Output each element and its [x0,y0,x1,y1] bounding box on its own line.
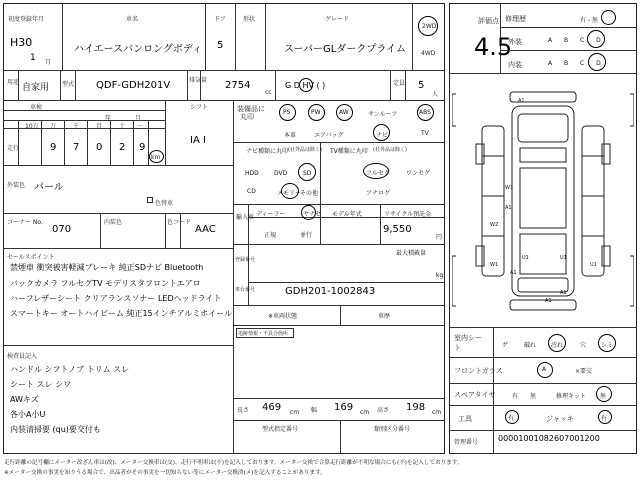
dmg-code-10: A1 [560,290,567,296]
shift-value: IA I [190,135,206,146]
tools-label: 工具 [458,415,472,423]
grade-label: グレード [325,16,350,23]
sales-points-label: セールスポイント [7,254,55,261]
doors-value: 5 [217,40,224,51]
repair-options: 有 - 無 [580,17,598,24]
vin-value: GDH201-1002843 [285,286,376,297]
vehicle-state-label: ※車両状態 [268,313,298,320]
equipment-title2: 丸印 [240,113,254,121]
import-label: 輸入車 [236,214,255,221]
car-name-label: 車名 [126,16,139,23]
history-sub-label: 追跡情報・不具合箇所 [238,331,289,337]
capacity-label: 定員 [393,80,406,87]
doors-label: ドア [214,16,226,23]
sales-point-3: ハーフレザーシート クリアランスソナー LEDヘッドライト [10,294,222,303]
mileage-header-4: 十 [119,123,126,130]
exterior-color-label: 外装色 [7,182,26,189]
spare-opt-1: 有 [512,393,519,400]
exterior-grade-label: 外装 [508,38,522,46]
recycle-label: リサイクル預託金 [384,211,432,218]
mileage-label: 走行 [7,145,20,152]
score-value: 4.5 [474,33,513,61]
tools-option: 有 [508,415,515,422]
equip-navi: ナビ [376,132,389,139]
dmg-code-2: W1 [505,185,514,191]
inspection-label: 車検 [30,104,43,111]
spare-opt-3: 修理キット [556,393,586,400]
displacement-label: 排気量 [189,77,208,84]
height-unit: cm [432,409,442,416]
length-label: 長さ [237,407,250,414]
tv-fullseg: フルセグ [366,170,390,177]
tv-type-title: TV種類に丸印 [330,148,368,155]
glass-opt-replace: ×要交 [575,368,593,375]
shift-label: シフト [190,104,209,111]
load-unit: kg [436,272,444,279]
yen-unit: 円 [436,234,443,241]
dmg-code-9: A1 [510,270,517,276]
repair-label: 修理歴 [505,15,526,23]
color-code-value: AAC [195,224,216,235]
displacement-value: 2754 [225,80,251,91]
exterior-grade-options: A B C D [548,37,601,44]
genuine-label: 正規 [264,232,277,239]
vin-label: 車台番号 [235,287,256,293]
exterior-grade-circle [587,30,605,48]
navi-other: その他 [300,190,319,197]
sales-point-1: 禁煙車 衝突被害軽減ブレーキ 純正SDナビ Bluetooth [10,263,204,272]
grade-value: スーパーGLダークプライム [284,44,407,55]
cert-label: 登録番号 [235,257,256,263]
usage-value: 自家用 [22,83,50,93]
score-label: 評価点 [478,17,499,25]
model-year-label: モデル年式 [332,211,362,218]
seat-opt-4: 穴 [580,342,587,349]
equip-sunroof: サンルーフ [368,111,398,118]
color-change-checkbox [147,197,153,203]
mileage-digit-5: 9 [139,142,146,153]
equipment-title: 装備品に [237,105,265,113]
dealer-label: ディーラー [256,211,286,218]
reg-month-unit: 月 [45,59,52,66]
jack-option: 有 [601,415,608,422]
equip-abs: ABS [419,109,431,116]
navi-cd: CD [247,188,256,195]
2wd-label: 2WD [422,23,437,30]
seat-label: 室内シート [454,334,482,352]
inspector-note-4: 各小A小U [10,410,46,419]
width-value: 169 [334,402,354,413]
dmg-code-6: U1 [590,262,597,268]
color-code-label: 色コード [167,219,192,226]
interior-grade-label: 内装 [508,61,522,69]
insp-year-unit: 年 [105,115,112,122]
shape-label: 形状 [243,16,256,23]
sales-point-4: スマートキー オートハイビーム 純正15インチアルミホイール [10,309,233,318]
inspector-label: 検査員記入 [7,353,38,360]
class-number-label: 類別区分番号 [374,426,411,433]
mileage-digit-3: 0 [96,142,103,153]
interior-grade-circle [588,53,606,71]
dmg-code-11: A1 [545,298,552,304]
footer-line-1: 走行距離の記号欄にメーター改ざん車は(改)、メーター交換車は(交)、走行不明車は(不)を記入しております。メーター交換で合算走行距離が不明な場合にも(不)を記入しております。 [4,460,463,466]
mileage-unit: km [151,154,161,161]
interior-color-label: 内装色 [104,219,123,226]
equip-tv: TV [421,130,429,137]
spare-opt-2: 無 [530,393,537,400]
equip-pw: PW [311,109,321,116]
dmg-code-5: W1 [490,262,499,268]
repair-none-circle [601,10,616,25]
inspector-note-1: ハンドル シフトノブ トリム スレ [10,365,130,374]
car-name-value: ハイエースバンロングボディ [74,44,203,55]
diesel-circle [299,78,313,92]
mgmt-value: 00001001082607001200 [498,434,600,443]
type-designation-label: 型式指定番号 [262,426,299,433]
equip-airbag: エアバッグ [314,132,344,139]
capacity-unit: 人 [432,91,439,98]
mileage-header-2: 千 [73,123,80,130]
model-label: 型式 [62,81,75,88]
history-label: 車歴 [378,313,391,320]
dmg-code-4: W2 [490,222,499,228]
parallel-label: 並行 [300,232,313,239]
reg-date-label: 初度登録年月 [8,16,45,23]
tv-type-sub: (社外品は除く) [373,147,407,153]
tv-oneseg: ワンセグ [406,170,431,177]
length-value: 469 [262,402,282,413]
mileage-header-3: 百 [96,123,103,130]
dmg-code-8: U1 [560,255,567,261]
lot-value: 070 [52,224,72,235]
navi-hdd: HDD [245,170,259,177]
cc-unit: cc [265,89,272,96]
footer-line-2: ※メーター交換の事実を知りうる場合で、出品者がその事実を一切知らない等にメーター交換済(メ)を記入することがあります。 [4,470,326,476]
reg-month-value: 1 [30,53,36,63]
jack-label: ジャッキ [546,415,574,423]
navi-type-sub: (社外品は除く) [288,147,322,153]
model-value: QDF-GDH201V [96,80,171,91]
inspector-note-5: 内装清掃要 (qu)要交付も [10,425,101,434]
dmg-code-7: U1 [522,255,529,261]
insp-month-unit: 月 [135,115,142,122]
dealer-value: ヤナセ [303,211,321,218]
mileage-digit-4: 2 [119,142,126,153]
height-value: 198 [406,402,426,413]
inspector-note-3: AWキズ [10,395,39,404]
mileage-digit-1: 9 [50,142,57,153]
sales-point-2: バックカメラ フルセグTV モデリスタフロントエアロ [10,279,201,288]
glass-label: フロントガラス [454,367,503,375]
spare-label: スペアタイヤ [454,391,496,399]
navi-sd: SD [303,170,312,177]
navi-memory: メモリー [277,190,302,197]
fuel-options: G D HV ( ) [285,81,326,90]
seat-opt-1: ゲ [502,342,509,349]
4wd-label: 4WD [421,50,436,57]
width-label: 幅 [311,407,318,414]
recycle-value: 9,550 [383,224,412,235]
dmg-code-1: A1 [518,98,525,104]
mileage-header-5: 一 [137,123,144,130]
reg-year-value: H30 [10,36,33,49]
inspector-note-2: シート スレ シワ [10,380,72,389]
spare-opt-4: 無 [600,393,607,400]
glass-opt-a: A [542,366,547,373]
exterior-color-value: パール [34,182,64,193]
seat-opt-5: シミ [601,342,614,349]
capacity-value: 5 [418,80,425,91]
seat-opt-2: 破れ [524,342,537,349]
length-unit: cm [290,409,300,416]
width-unit: cm [360,409,370,416]
color-change-note: 色替車 [155,200,174,207]
navi-type-title: ナビ種類に丸印 [246,148,289,155]
equip-aw: AW [339,109,349,116]
lot-label: コーナー No. [7,219,43,226]
mgmt-label: 管理番号 [454,439,479,446]
height-label: 高さ [377,407,390,414]
equip-leather: 本革 [284,132,297,139]
interior-grade-options: A B C D [548,60,601,67]
dmg-code-3: A1 [505,205,512,211]
navi-dvd: DVD [274,170,288,177]
equip-ps: PS [283,109,291,116]
load-label: 最大積載量 [396,250,427,257]
tv-analog: アナログ [366,190,391,197]
usage-label: 用途 [7,79,20,86]
seat-opt-3: 汚れ [551,342,564,349]
car-diagram [452,86,634,326]
mileage-digit-2: 7 [73,142,80,153]
mileage-header-0: 10万 [25,123,39,130]
mileage-header-1: 万 [50,123,57,130]
